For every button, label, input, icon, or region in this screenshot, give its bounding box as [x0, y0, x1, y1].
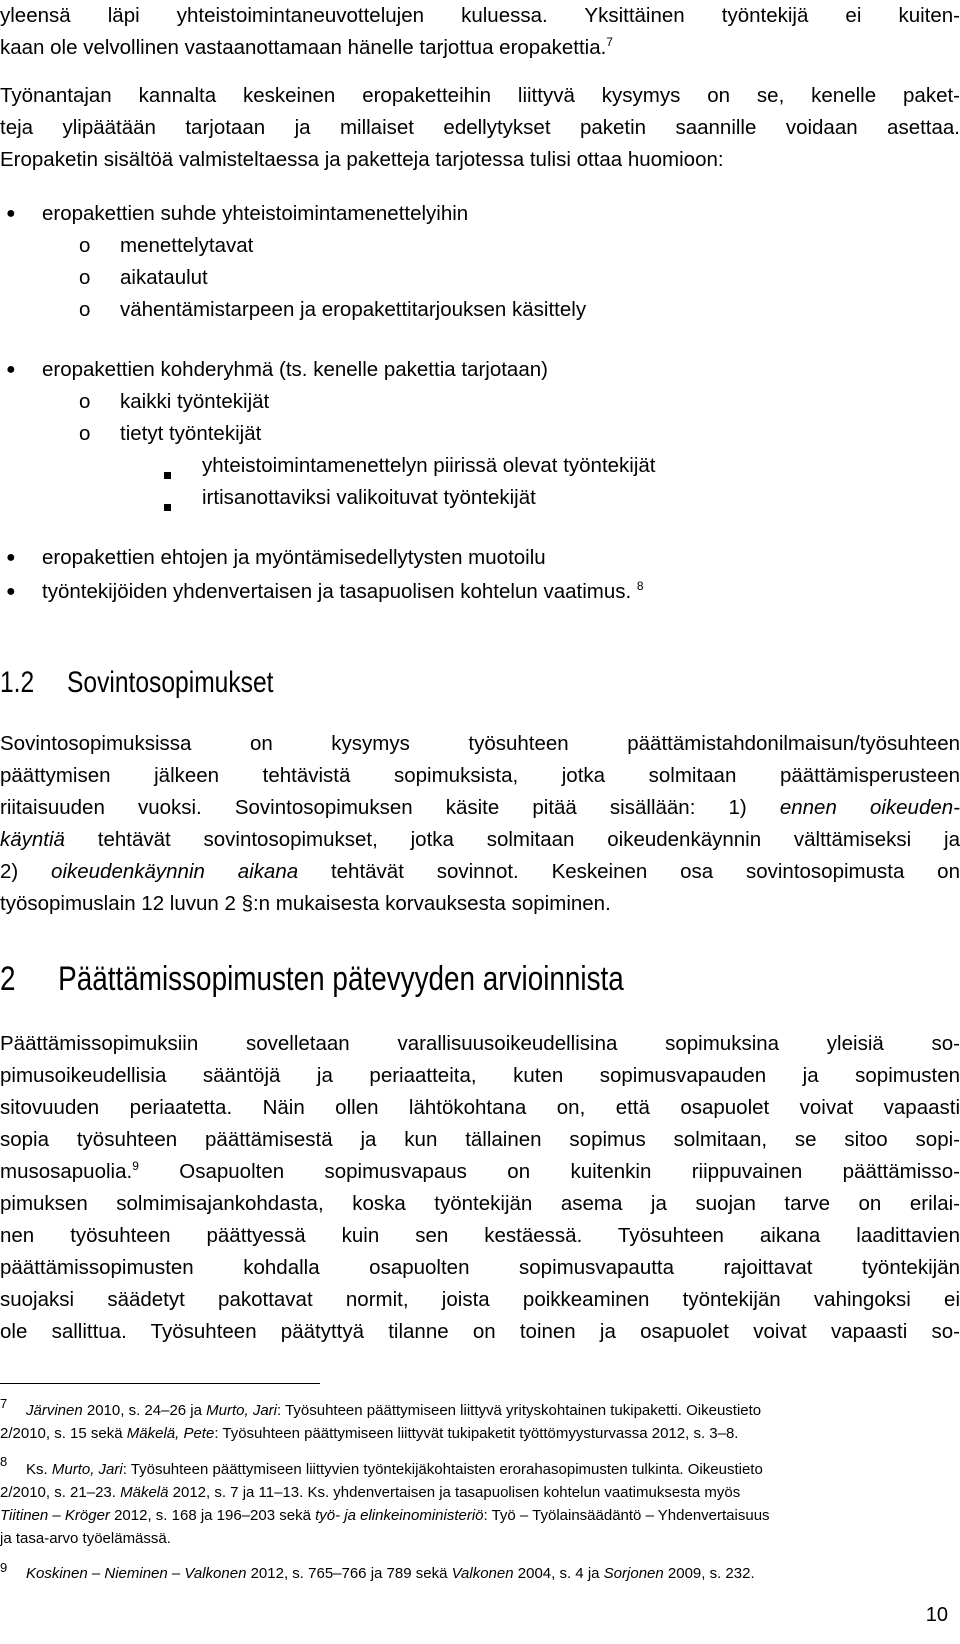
footnote-number: 7	[0, 1396, 8, 1411]
footnote-ref-8[interactable]: 8	[636, 579, 644, 593]
section-heading-1-2: 1.2 Sovintosopimukset	[0, 666, 274, 699]
footnote-8-line-2: 2/2010, s. 21–23. Mäkelä 2012, s. 7 ja 11–13. Ks. yhdenvertaisen ja tasapuolisen kohtelun vaatimuksesta myös	[0, 1484, 741, 1501]
footnote-9-line-1: Koskinen – Nieminen – Valkonen 2012, s. 765–766 ja 789 sekä Valkonen 2004, s. 4 ja Sorjonen 2009, s. 232.	[26, 1565, 755, 1582]
p2-line-3: Eropaketin sisältöä valmisteltaessa ja paketteja tarjotessa tulisi ottaa huomioon:	[0, 148, 724, 171]
list-item: ● eropakettien ehtojen ja myöntämisedellytysten muotoilu	[0, 542, 504, 574]
list-item	[79, 262, 90, 294]
bullet-icon: ●	[6, 583, 16, 600]
list-subitem: vähentämistarpeen ja eropakettitarjouksen käsittely	[120, 298, 587, 321]
list-subsubitem: irtisanottaviksi valikoituvat työntekijät	[202, 486, 536, 509]
list-subitem: tietyt työntekijät	[120, 422, 262, 445]
list-item	[79, 230, 90, 262]
square-bullet-icon	[164, 489, 171, 521]
intro-line-1: yleensä läpi yhteistoimintaneuvottelujen kuluessa. Yksittäinen työntekijä ei kuiten-	[0, 4, 960, 27]
square-bullet-icon	[164, 457, 171, 489]
circle-bullet-icon: o	[79, 390, 91, 413]
section-heading-2: 2 Päättämissopimusten pätevyyden arvioinnista	[0, 960, 624, 998]
footnote-number: 8	[0, 1454, 8, 1469]
footnote-7-line-2: 2/2010, s. 15 sekä Mäkelä, Pete: Työsuhteen päättymiseen liittyvät tukipaketit työttömyysturvassa 2012, s. 3–8.	[0, 1425, 739, 1442]
page-number: 10	[925, 1604, 948, 1626]
document-page: yleensä läpi yhteistoimintaneuvottelujen kuluessa. Yksittäinen työntekijä ei kuiten- kaan ole velvollinen vastaanottamaan hänelle tarjottua eropakettia.$^7$ Työnantajan kannalta keskeinen eropaketteihin liittyvä kysymys on se, kenelle paket- teja ylipäätään tarjotaan ja millaiset edellytykset paketin saannille voidaan asettaa. Eropaketin sisältöä valmisteltaessa ja paketteja tarjotessa tulisi ottaa huomioon: ● eropakettien suhde yhteistoimintamenettelyihin o menettelytavat o aikataulut o vähentämistarpeen ja eropakettitarjouksen käsittely ● eropakettien kohderyhmä (ts. kenelle pakettia tarjotaan) o kaikki työntekijät o tietyt työntekijät yhteistoimintamenettelyn piirissä olevat työntekijät irtisanottaviksi valikoituvat työntekijät ● eropakettien ehtojen ja myöntämisedellytysten muotoilu ● työntekijöiden yhdenvertaisen ja tasapuolisen kohtelun vaatimus. $^8$ 1.2 Sovintosopimukset Sovintosopimuksissa on kysymys työsuhteen päättämistahdonilmaisun/työsuhteen päättymisen jälkeen tehtävistä sopimuksista, jotka solmitaan päättämisperusteen riitaisuuden vuoksi. Sovintosopimuksen käsite pitää sisällään: 1) ennen oikeuden- käyntiä tehtävät sovintosopimukset, jotka solmitaan oikeudenkäynnin välttämiseksi ja 2) oikeudenkäynnin aikana tehtävät sovinnot. Keskeinen osa sovintosopimusta on työsopimuslain 12 luvun 2 §:n mukaisesta korvauksesta sopiminen. 2 Päättämissopimusten pätevyyden arvioinnista Päättämissopimuksiin sovelletaan varallisuusoikeudellisina sopimuksina yleisiä so- pimusoikeudellisia sääntöjä ja periaatteita, kuten sopimusvapauden ja sopimusten sitovuuden periaatetta. Näin ollen lähtökohtana on, että osapuolet voivat vapaasti sopia työsuhteen päättämisestä ja kun tällainen sopimus solmitaan, se sitoo sopi- musosapuolia.$^9$ Osapuolten sopimusvapaus on kuitenkin riippuvainen päättämisso- pimuksen solmimisajankohdasta, koska työntekijän asema ja suojan tarve on erilai- nen työsuhteen päättyessä kuin sen kestäessä. Työsuhteen aikana laadittavien päättämissopimusten kohdalla osapuolten sopimusvapautta rajoittavat työntekijän suojaksi säädetyt pakottavat normit, joista poikkeaminen työntekijän vahingoksi ei ole sallittua. Työsuhteen päätyttyä tilanne on toinen ja osapuolet voivat vapaasti so- 7 Järvinen 2010, s. 24–26 ja Murto, Jari: Työsuhteen päättymiseen liittyvä yrityskohtainen tukipaketti. Oikeustieto 2/2010, s. 15 sekä Mäkelä, Pete: Työsuhteen päättymiseen liittyvät tukipaketit työttömyysturvassa 2012, s. 3–8. 8 Ks. Murto, Jari: Työsuhteen päättymiseen liittyvien työntekijäkohtaisten erorahasopimusten tulkinta. Oikeustieto 2/2010, s. 21–23. Mäkelä 2012, s. 7 ja 11–13. Ks. yhdenvertaisen ja tasapuolisen kohtelun vaatimuksesta myös Tiitinen – Kröger 2012, s. 168 ja 196–203 sekä työ- ja elinkeinoministeriö: Työ – Työlainsäädäntö – Yhdenvertaisuus ja tasa-arvo työelämässä. 9 Koskinen – Nieminen – Valkonen 2012, s. 765–766 ja 789 sekä Valkonen 2004, s. 4 ja Sorjonen 2009, s. 232. 10	[0, 0, 960, 1644]
footnote-8-line-3: Tiitinen – Kröger 2012, s. 168 ja 196–203 sekä työ- ja elinkeinoministeriö: Työ – Työlainsäädäntö – Yhdenvertaisuus	[0, 1507, 770, 1524]
footnote-ref-7[interactable]: 7	[606, 35, 613, 49]
circle-bullet-icon: o	[79, 234, 91, 257]
list-item: ● eropakettien kohderyhmä (ts. kenelle pakettia tarjotaan)	[0, 354, 506, 386]
list-item	[79, 294, 90, 326]
p2-line-2: teja ylipäätään tarjotaan ja millaiset edellytykset paketin saannille voidaan asettaa.	[0, 116, 960, 139]
list-item	[79, 418, 90, 450]
p2-line-1: Työnantajan kannalta keskeinen eropaketteihin liittyvä kysymys on se, kenelle paket-	[0, 84, 960, 107]
bullet-icon: ●	[6, 361, 16, 378]
list-item: ● eropakettien suhde yhteistoimintamenettelyihin	[0, 198, 426, 230]
footnote-number: 9	[0, 1560, 8, 1575]
footnote-8-line-1: Ks. Murto, Jari: Työsuhteen päättymiseen liittyvien työntekijäkohtaisten erorahasopimusten tulkinta. Oikeustieto	[26, 1461, 763, 1478]
footnote-7-line-1: Järvinen 2010, s. 24–26 ja Murto, Jari: Työsuhteen päättymiseen liittyvä yrityskohtainen tukipaketti. Oikeustieto	[26, 1402, 762, 1419]
list-subitem: menettelytavat	[120, 234, 254, 257]
list-subsubitem: yhteistoimintamenettelyn piirissä olevat työntekijät	[202, 454, 656, 477]
footnote-ref-9[interactable]: 9	[132, 1159, 139, 1173]
intro-line-2: kaan ole velvollinen vastaanottamaan hänelle tarjottua eropakettia.$^7$	[0, 35, 613, 59]
footnote-separator	[0, 1383, 320, 1384]
circle-bullet-icon: o	[79, 298, 91, 321]
circle-bullet-icon: o	[79, 422, 91, 445]
bullet-icon: ●	[6, 205, 16, 222]
circle-bullet-icon: o	[79, 266, 91, 289]
list-subitem: aikataulut	[120, 266, 208, 289]
list-item	[79, 386, 90, 418]
list-subitem: kaikki työntekijät	[120, 390, 270, 413]
footnote-8-line-4: ja tasa-arvo työelämässä.	[0, 1530, 171, 1547]
bullet-icon: ●	[6, 549, 16, 566]
list-item: ● työntekijöiden yhdenvertaisen ja tasapuolisen kohtelun vaatimus. $^8$	[0, 576, 602, 608]
